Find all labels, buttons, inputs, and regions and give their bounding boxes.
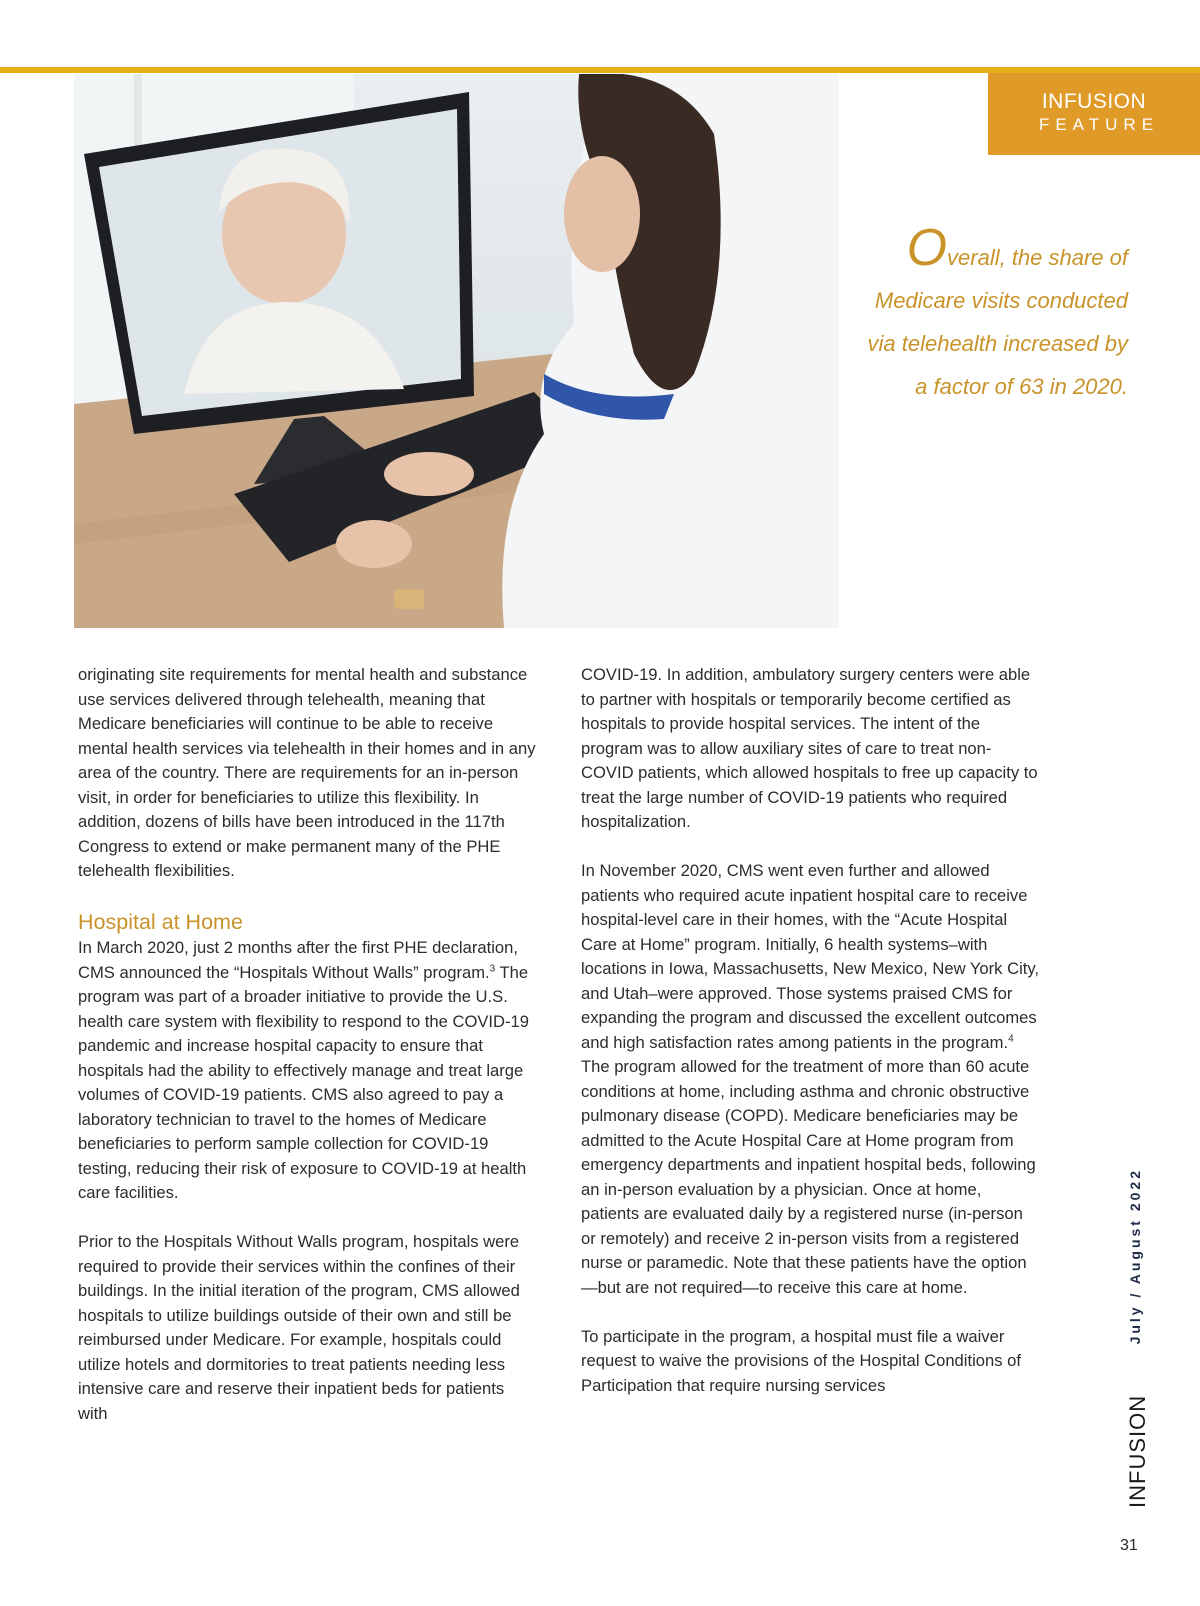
- left-paragraph-2: [78, 936, 538, 1206]
- left-paragraph-3: Prior to the Hospitals Without Walls program, hospitals were required to provide their services within the confines of their buildings. In the initial iteration of the program, CMS allowed hospitals to utilize buildings outside of their own and still be reimbursed under Medicare. For example, hospitals could utilize hotels and dormitories to treat patients needing less intensive care and reserve their inpatient beds for patients with: [78, 1232, 520, 1423]
- footnote-ref-3: 3: [489, 962, 496, 974]
- badge-brand: INFUSION: [1041, 90, 1147, 113]
- right-paragraph-2: [581, 859, 1041, 1300]
- section-badge: [988, 73, 1200, 155]
- left-column: [78, 663, 538, 1451]
- pull-quote: [858, 219, 1128, 408]
- pull-quote-text: verall, the share of Medicare visits conducted via telehealth increased by a factor of 63 in 2020.: [867, 245, 1128, 399]
- section-heading-hospital-at-home: Hospital at Home: [78, 910, 243, 934]
- right-paragraph-1: COVID-19. In addition, ambulatory surgery centers were able to partner with hospitals or temporarily become certified as hospitals to provide hospital services. The intent of the program was to allow auxiliary sites of care to treat non-COVID patients, which allowed hospitals to free up capacity to treat the large number of COVID-19 patients who required hospitalization.: [581, 665, 1038, 831]
- telehealth-photo: [74, 74, 839, 628]
- page-number: 31: [1120, 1537, 1138, 1554]
- sidebar-brand-logo: INFUSION: [1125, 1394, 1150, 1508]
- right-paragraph-2-end: The program allowed for the treatment of more than 60 acute conditions at home, including asthma and chronic obstructive pulmonary disease (COPD). Medicare beneficiaries may be admitted to the Acute Hospital Care at Home program from emergency departments and inpatient hospital beds, following an in-person evaluation by a physician. Once at home, patients are evaluated daily by a registered nurse (in-person or remotely) and receive 2 in-person visits from a registered nurse or paramedic. Note that these patients have the option—but are not required—to receive this care at home.: [581, 1057, 1036, 1297]
- issue-date: July / August 2022: [1127, 1168, 1143, 1345]
- left-paragraph-2-start: In March 2020, just 2 months after the first PHE declaration, CMS announced the “Hospitals Without Walls” program.: [78, 938, 518, 982]
- left-paragraph-2-end: The program was part of a broader initiative to provide the U.S. health care system with flexibility to respond to the COVID-19 pandemic and increase hospital capacity to ensure that hospitals had the ability to effectively manage and treat large volumes of COVID-19 patients. CMS also agreed to pay a laboratory technician to travel to the homes of Medicare beneficiaries to perform sample collection for COVID-19 testing, reducing their risk of exposure to COVID-19 at health care facilities.: [78, 962, 529, 1202]
- badge-section-label: FEATURE: [1038, 115, 1160, 134]
- pull-quote-dropcap: O: [906, 219, 948, 277]
- right-paragraph-2-start: In November 2020, CMS went even further and allowed patients who required acute inpatient hospital care to receive hospital-level care in their homes, with the “Acute Hospital Care at Home” program. Initially, 6 health systems–with locations in Iowa, Massachusetts, New Mexico, New York City, and Utah–were approved. Those systems praised CMS for expanding the program and discussed the excellent outcomes and high satisfaction rates among patients in the program.: [581, 861, 1040, 1052]
- footnote-ref-4: 4: [1008, 1032, 1014, 1044]
- right-paragraph-3: To participate in the program, a hospital must file a waiver request to waive the provisions of the Hospital Conditions of Participation that require nursing services: [581, 1326, 1021, 1395]
- sidebar-vertical: [1125, 1168, 1167, 1508]
- right-column: [581, 663, 1041, 1423]
- left-paragraph-1: originating site requirements for mental health and substance use services delivered through telehealth, meaning that Medicare beneficiaries will continue to be able to receive mental health services via telehealth in their homes and in any area of the country. There are requirements for an in-person visit, in order for beneficiaries to utilize this flexibility. In addition, dozens of bills have been introduced in the 117th Congress to extend or make permanent many of the PHE telehealth flexibilities.: [78, 665, 536, 880]
